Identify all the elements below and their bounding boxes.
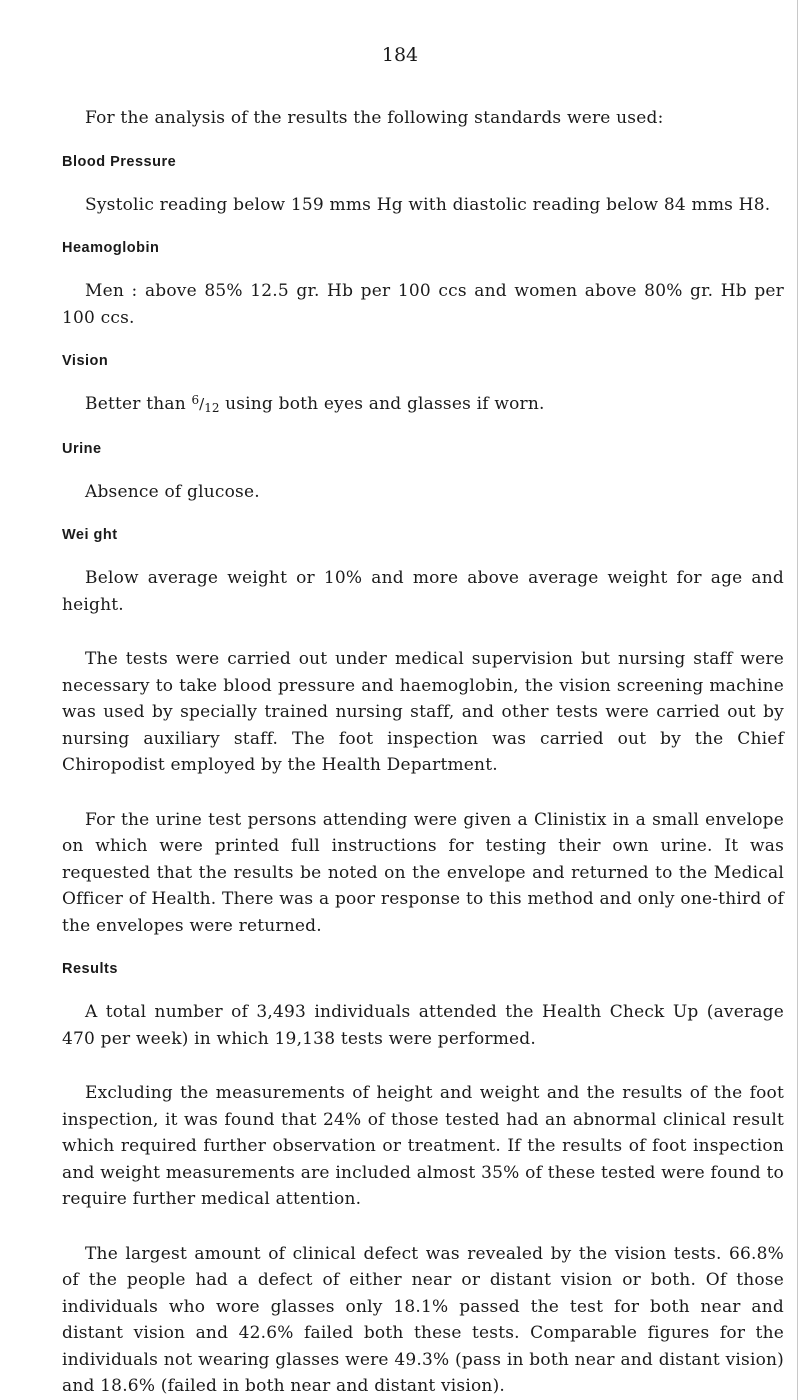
heading-blood-pressure: Blood Pressure <box>62 153 177 170</box>
heading-urine: Urine <box>62 440 102 457</box>
results-paragraph-1: A total number of 3,493 individuals attended the Health Check Up (average 470 per week) in which 19,138 tests were performed. <box>62 1002 784 1049</box>
vision-fraction-denominator: 12 <box>204 401 220 415</box>
results-paragraph-2: Excluding the measurements of height and weight and the results of the foot inspection, it was found that 24% of those tested had an abnormal clinical result which required further observation or treatment. If the results of foot inspection and weight measurements are included almost 35% of these tested were found to require further medical attention. <box>62 1083 784 1209</box>
blood-pressure-standard: Systolic reading below 159 mms Hg with diastolic reading below 84 mms H8. <box>85 194 771 215</box>
page-number: 184 <box>381 44 419 66</box>
vision-text-before: Better than <box>85 394 192 414</box>
tests-paragraph: The tests were carried out under medical supervision but nursing staff were necessary to take blood pressure and haemoglobin, the vision screening machine was used by specially trained nursing staff, and other tests were carried out by nursing auxiliary staff. The foot inspection was carried out by the Chief Chiropodist employed by the Health Department. <box>62 649 784 775</box>
results-paragraph-3: The largest amount of clinical defect was revealed by the vision tests. 66.8% of the people had a defect of either near or distant vision or both. Of those individuals who wore glasses only 18.1% passed the test for both near and distant vision and 42.6% failed both these tests. Comparable figures for the individuals not wearing glasses were 49.3% (pass in both near and distant vision) and 18.6% (failed in both near and distant vision). <box>62 1243 784 1396</box>
document-body <box>62 105 784 1400</box>
vision-text-after: using both eyes and glasses if worn. <box>219 394 545 414</box>
vision-standard <box>62 391 784 419</box>
vision-fraction-numerator: 6 <box>191 393 200 407</box>
haemoglobin-standard: Men : above 85% 12.5 gr. Hb per 100 ccs and women above 80% gr. Hb per 100 ccs. <box>62 281 784 328</box>
vision-fraction-slash: / <box>199 395 205 413</box>
heading-vision: Vision <box>62 353 109 369</box>
urine-standard: Absence of glucose. <box>85 481 260 502</box>
page-edge-line <box>797 0 798 1400</box>
intro-paragraph: For the analysis of the results the following standards were used: <box>85 108 664 128</box>
heading-haemoglobin: Heamoglobin <box>62 240 160 256</box>
urine-test-paragraph: For the urine test persons attending were given a Clinistix in a small envelope on which were printed full instructions for testing their own urine. It was requested that the results be noted on the envelope and returned to the Medical Officer of Health. There was a poor response to this method and only one-third of the envelopes were returned. <box>62 809 784 936</box>
heading-results: Results <box>62 961 118 977</box>
weight-standard: Below average weight or 10% and more above average weight for age and height. <box>62 568 784 615</box>
heading-weight: Wei ght <box>62 527 118 543</box>
vision-fraction <box>191 393 220 415</box>
